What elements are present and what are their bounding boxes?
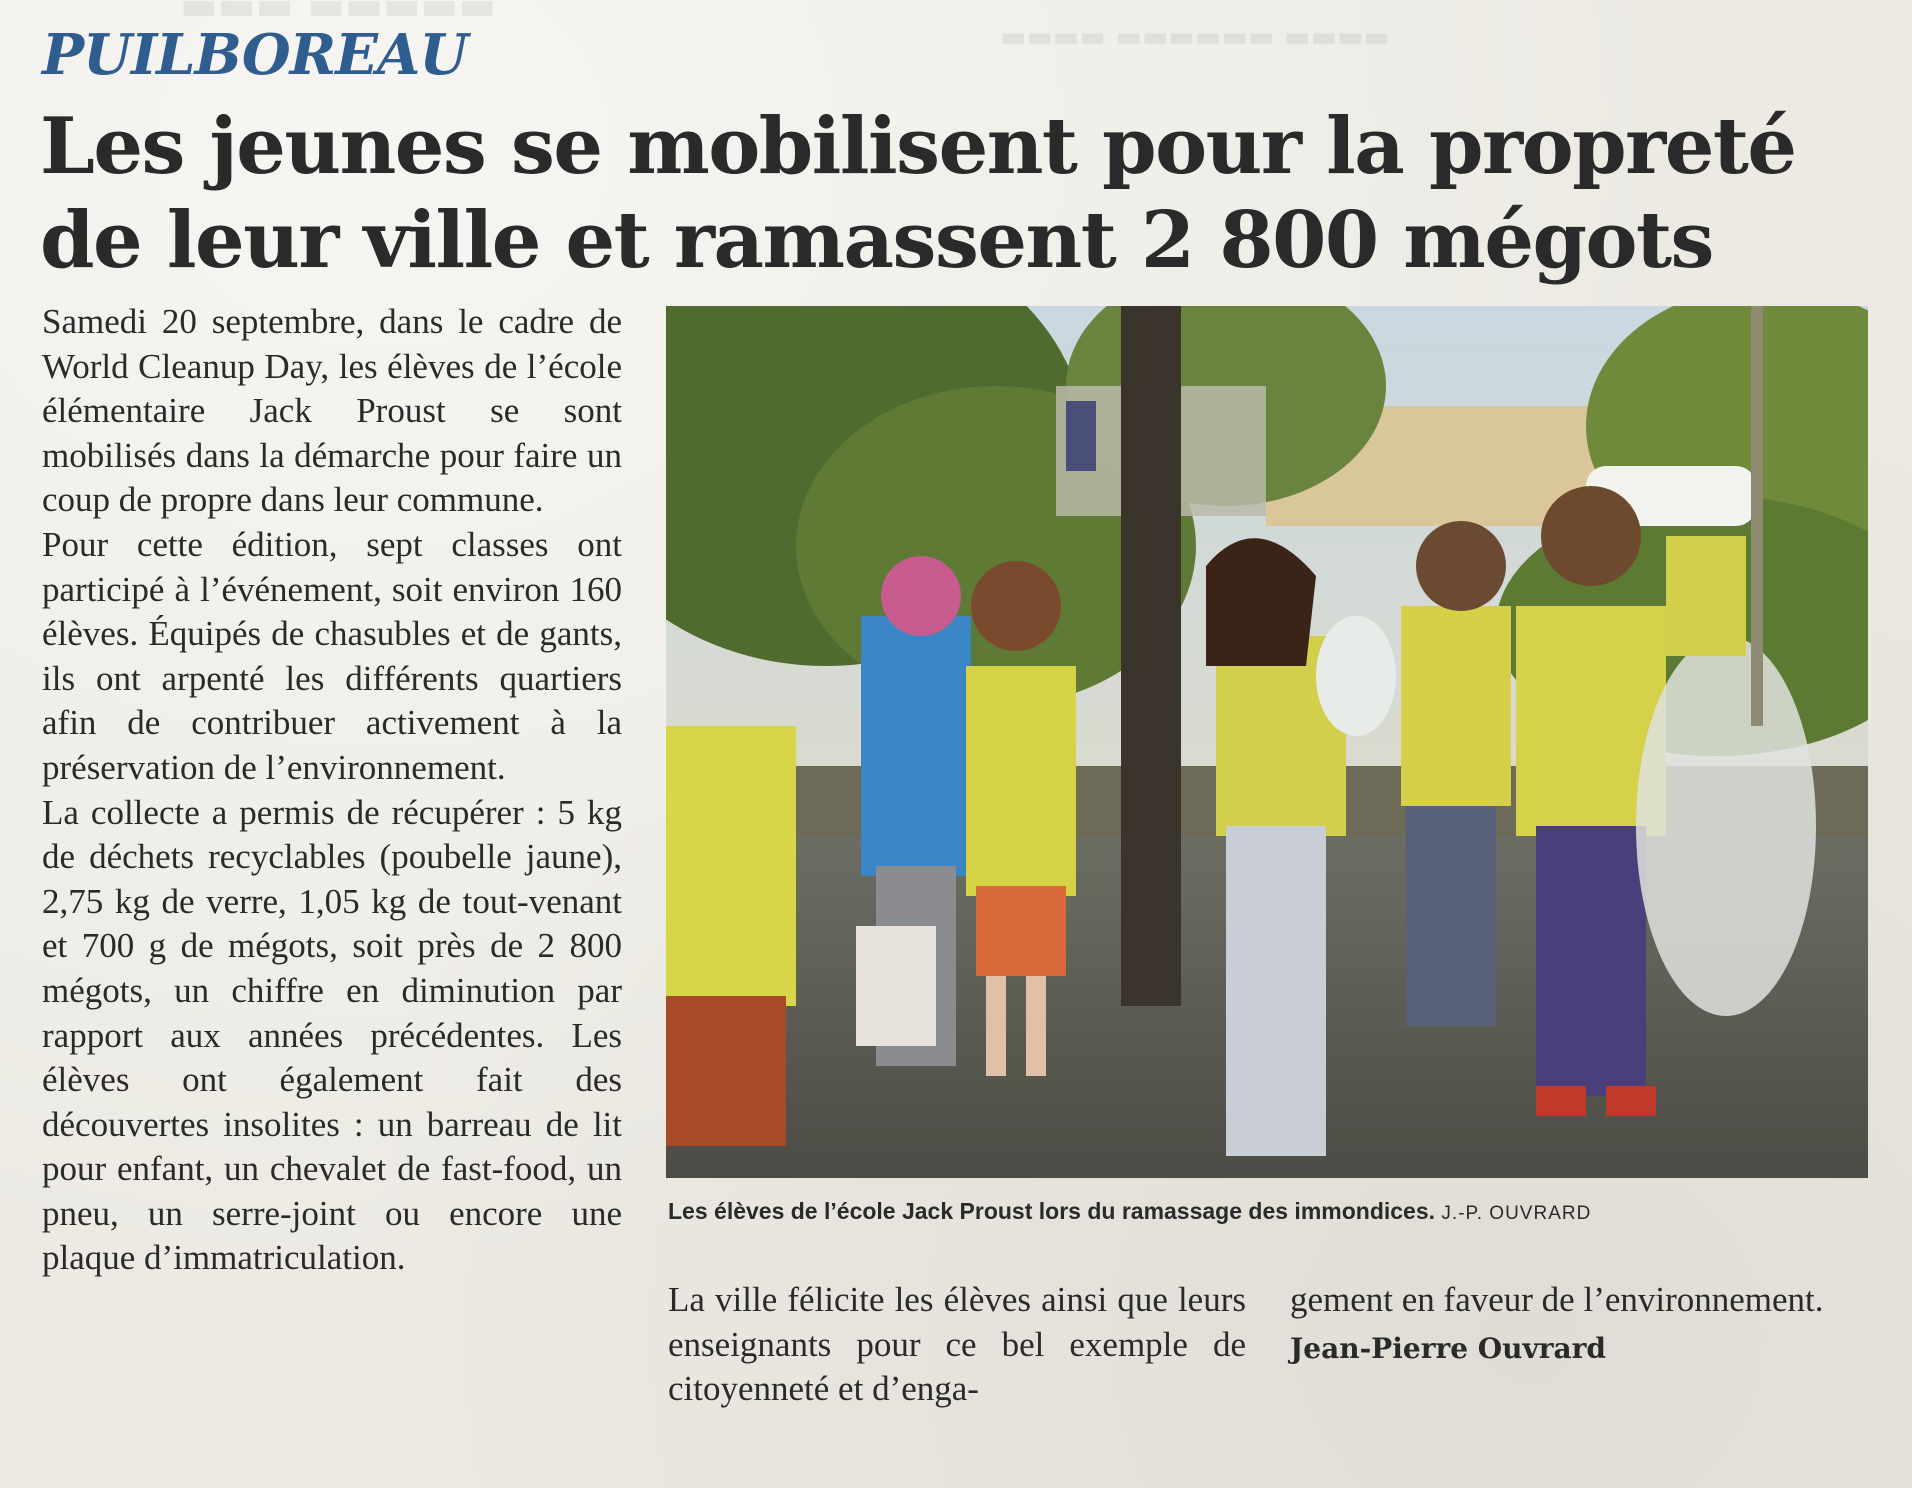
headline	[40, 100, 1800, 288]
headline-line-1: Les jeunes se mobilisent pour la propreté	[40, 101, 1796, 192]
author-byline: Jean-Pierre Ouvrard	[1290, 1331, 1606, 1365]
photo-illustration	[666, 306, 1868, 1178]
article-photo	[666, 306, 1868, 1178]
closing-paragraph-part-1: La ville félicite les élèves ainsi que leurs enseignants pour ce bel exemple de citoyenneté et d’enga-	[668, 1280, 1246, 1409]
body-paragraph-3: La collecte a permis de récupérer : 5 kg de déchets recyclables (poubelle jaune), 2,75 kg de verre, 1,05 kg de tout-venant et 700 g de mégots, soit près de 2 800 mégots, un chiffre en diminution par rapport aux années précédentes. Les élèves ont également fait des découvertes insolites : un barreau de lit pour enfant, un chevalet de fast-food, un pneu, un serre-joint ou encore une plaque d’immatriculation.	[42, 792, 622, 1278]
bleed-through-text: ▬▬▬▬ ▬▬▬▬▬▬ ▬▬▬▬	[1000, 20, 1390, 53]
article-body-right-column	[1290, 1278, 1868, 1371]
article-body-left-column	[42, 300, 622, 1281]
body-paragraph-2: Pour cette édition, sept classes ont participé à l’événement, soit environ 160 élèves. Équipés de chasubles et de gants, ils ont arpenté les différents quartiers afin de contribuer activement à la préservation de l’environnement.	[42, 524, 622, 787]
article-body-middle-column	[668, 1278, 1246, 1412]
photo-caption-text: Les élèves de l’école Jack Proust lors du ramassage des immondices.	[668, 1198, 1436, 1224]
closing-paragraph-part-2: gement en faveur de l’environnement.	[1290, 1280, 1824, 1319]
bleed-through-text: ▬▬▬ ▬▬▬▬▬	[180, 0, 497, 29]
headline-line-2: de leur ville et ramassent 2 800 mégots	[40, 195, 1713, 286]
photo-credit: J.-P. OUVRARD	[1441, 1203, 1592, 1224]
body-paragraph-1: Samedi 20 septembre, dans le cadre de World Cleanup Day, les élèves de l’école élémentaire Jack Proust se sont mobilisés dans la démarche pour faire un coup de propre dans leur commune.	[42, 302, 622, 520]
section-kicker: PUILBOREAU	[42, 22, 468, 88]
photo-caption	[668, 1198, 1868, 1225]
